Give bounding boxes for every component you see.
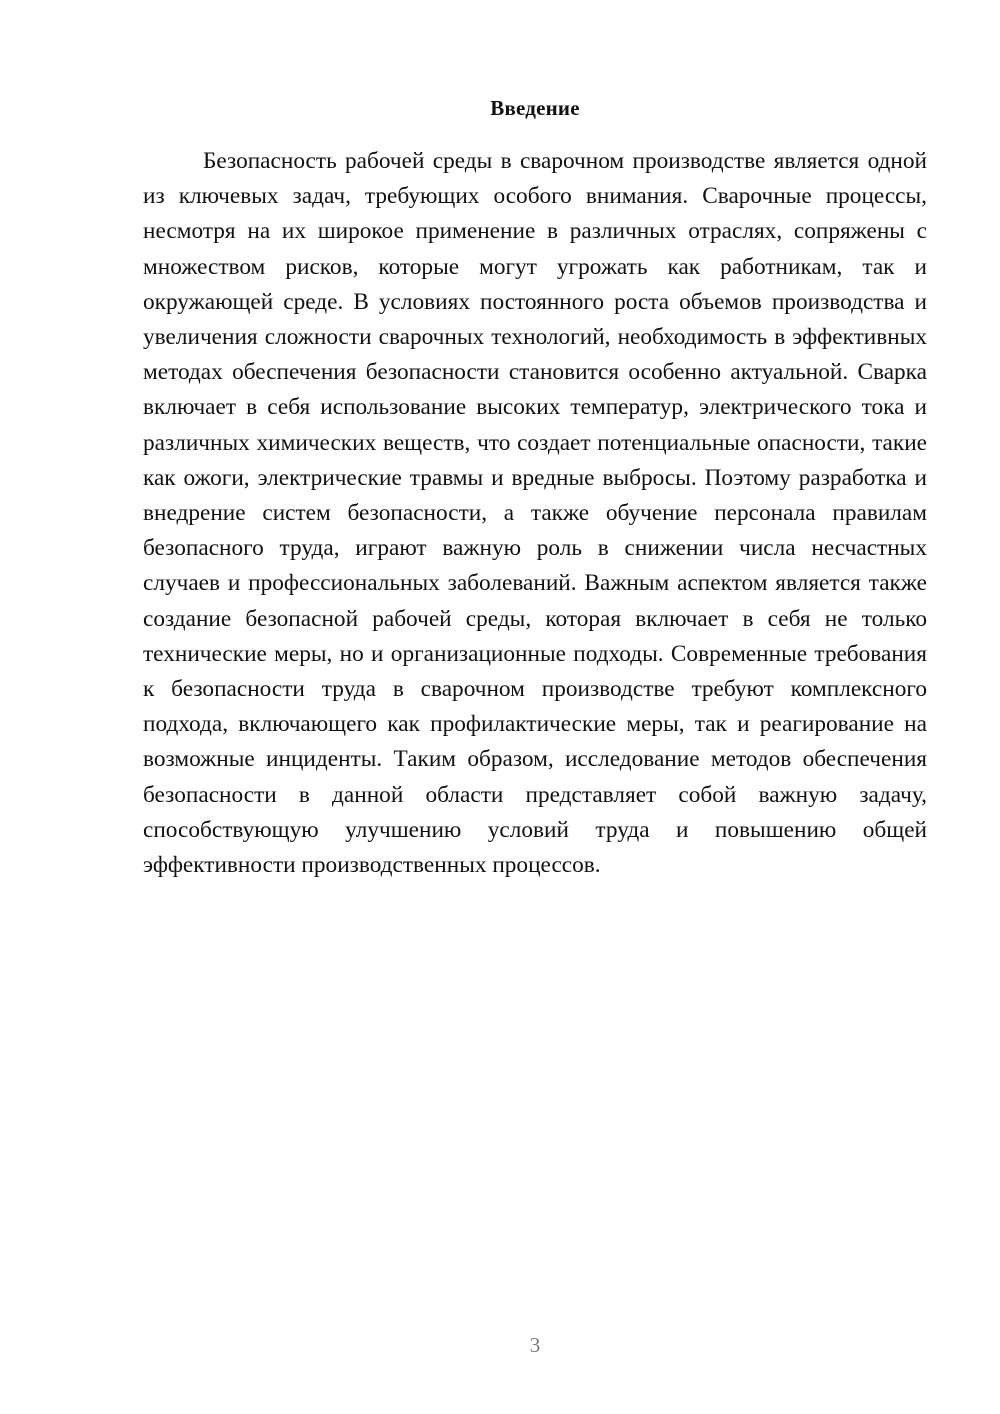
body-paragraph: Безопасность рабочей среды в сварочном производстве является одной из ключевых задач, требующих особого внимания. Сварочные процессы, несмотря на их широкое применение в различных отраслях, сопряжены с множеством рисков, которые могут угрожать как работникам, так и окружающей среде. В условиях постоянного роста объемов производства и увеличения сложности сварочных технологий, необходимость в эффективных методах обеспечения безопасности становится особенно актуальной. Сварка включает в себя использование высоких температур, электрического тока и различных химических веществ, что создает потенциальные опасности, такие как ожоги, электрические травмы и вредные выбросы. Поэтому разработка и внедрение систем безопасности, а также обучение персонала правилам безопасного труда, играют важную роль в снижении числа несчастных случаев и профессиональных заболеваний. Важным аспектом является также создание безопасной рабочей среды, которая включает в себя не только технические меры, но и организационные подходы. Современные требования к безопасности труда в сварочном производстве требуют комплексного подхода, включающего как профилактические меры, так и реагирование на возможные инциденты. Таким образом, исследование методов обеспечения безопасности в данной области представляет собой важную задачу, способствующую улучшению условий труда и повышению общей эффективности производственных процессов. — [143, 148, 927, 879]
page-number: 3 — [529, 1333, 541, 1357]
section-title: Введение — [490, 96, 580, 120]
